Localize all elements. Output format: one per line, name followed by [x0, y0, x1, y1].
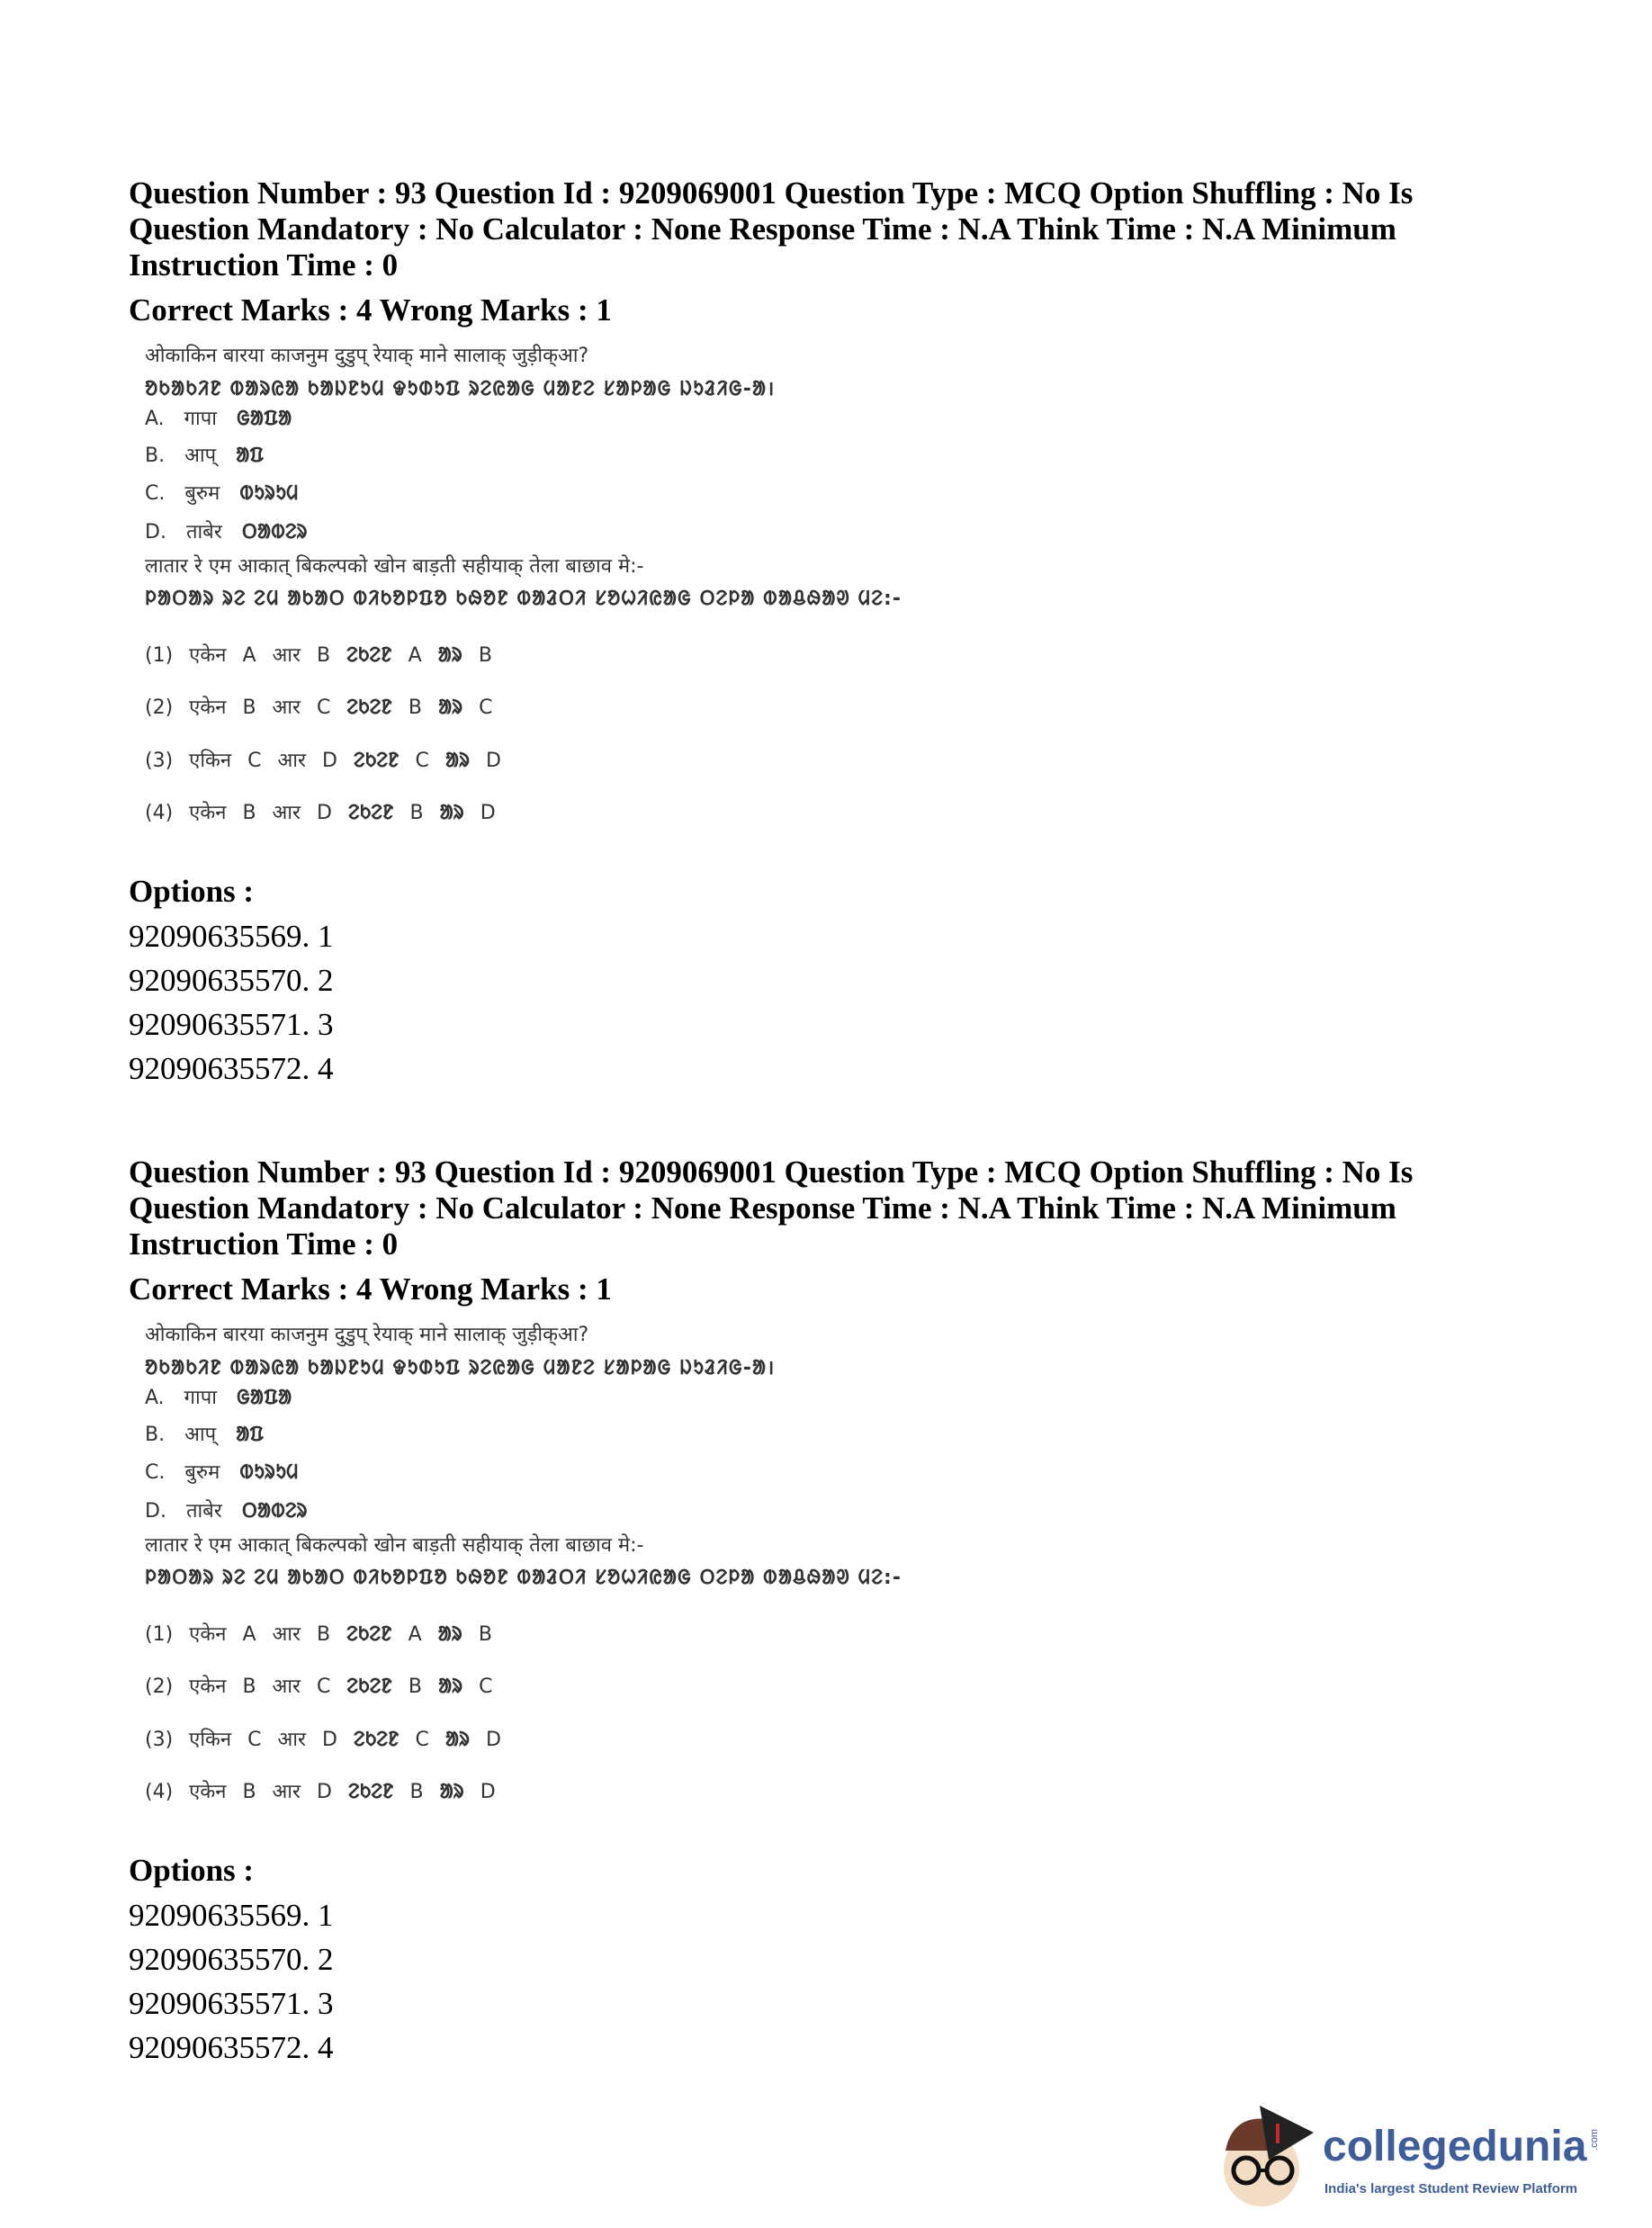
option-4: 92090635572. 4	[129, 1051, 334, 1086]
choice-token: ᱟᱨ	[444, 1729, 470, 1751]
options-label: Options :	[129, 874, 255, 909]
choice-token: (2)	[145, 1675, 174, 1698]
choice-token: एकेन	[189, 644, 227, 667]
header-line: Instruction Time : 0	[129, 247, 399, 283]
item-devanagari: ताबेर	[185, 521, 222, 544]
choice-token: (3)	[145, 1729, 174, 1751]
question-header	[129, 175, 1568, 283]
choice-token: ᱟᱨ	[438, 696, 463, 719]
choice-1	[145, 641, 508, 668]
choice-token: B	[408, 696, 422, 719]
choice-token: ᱟᱨ	[439, 1781, 464, 1803]
choice-token: ᱟᱨ	[439, 802, 464, 824]
choice-token: ᱟᱨ	[437, 644, 462, 667]
choice-token: B	[242, 1675, 256, 1698]
choice-token: आर	[272, 1781, 301, 1803]
options-label: Options :	[129, 1853, 255, 1888]
item-devanagari: आप्	[184, 445, 217, 467]
option-3: 92090635571. 3	[129, 1986, 334, 2021]
item-olchiki: ᱟᱯ	[236, 445, 265, 467]
choice-token: D	[486, 750, 501, 772]
choice-token: ᱮᱠᱮᱱ	[347, 1781, 394, 1803]
option-3: 92090635571. 3	[129, 1007, 334, 1042]
choice-token: एकेन	[189, 1623, 227, 1646]
header-line: Question Number : 93 Question Id : 9209069001 Question Type : MCQ Option Shuffling : No Is	[129, 175, 1414, 211]
choice-token: (3)	[145, 750, 174, 772]
logo-brand-row	[1323, 2122, 1600, 2172]
question-image	[145, 1315, 902, 1819]
option-2: 92090635570. 2	[129, 1942, 334, 1977]
choice-token: (1)	[145, 644, 174, 667]
question-devanagari: ओकाकिन बारया काजनुम दुडुप् रेयाक् माने सालाक् जुड़ीक्आ?	[145, 1324, 589, 1346]
choice-token: ᱟᱨ	[438, 1675, 463, 1698]
choice-token: C	[247, 750, 262, 772]
item-devanagari: ताबेर	[185, 1500, 222, 1523]
item-key: D.	[145, 521, 166, 544]
option-1: 92090635569. 1	[129, 919, 334, 954]
choice-token: ᱟᱨ	[437, 1623, 462, 1646]
choice-token: A	[408, 1623, 422, 1646]
choice-token: आर	[277, 750, 307, 772]
choice-token: एकेन	[189, 696, 227, 719]
item-olchiki: ᱜᱟᱯᱟ	[236, 408, 292, 430]
item-a	[145, 1383, 292, 1410]
item-devanagari: गापा	[184, 1387, 217, 1409]
choice-token: आर	[272, 1675, 301, 1698]
item-devanagari: गापा	[184, 408, 217, 430]
marks-line: Correct Marks : 4 Wrong Marks : 1	[129, 1271, 612, 1307]
item-b	[145, 441, 264, 468]
item-d	[145, 1496, 308, 1523]
item-key: B.	[145, 1424, 166, 1446]
choice-2	[145, 693, 509, 720]
choice-token: (2)	[145, 696, 174, 719]
choice-token: ᱮᱠᱮᱱ	[346, 696, 392, 719]
choice-token: C	[317, 1675, 331, 1698]
mascot-icon	[1215, 2097, 1318, 2218]
item-olchiki: ᱵᱩᱨᱩᱢ	[239, 1461, 299, 1484]
item-d	[145, 517, 308, 544]
header-line: Question Number : 93 Question Id : 9209069001 Question Type : MCQ Option Shuffling : No Is	[129, 1154, 1414, 1190]
question-block	[129, 175, 1568, 1086]
choice-token: ᱮᱠᱮᱱ	[353, 1729, 400, 1751]
choice-token: आर	[272, 644, 301, 667]
choice-token: A	[242, 644, 256, 667]
choice-token: (1)	[145, 1623, 174, 1646]
header-line: Question Mandatory : No Calculator : None Response Time : N.A Think Time : N.A Minimum	[129, 211, 1396, 247]
item-a	[145, 404, 292, 431]
choice-token: D	[317, 802, 332, 824]
question-olchiki: ᱚᱠᱟᱠᱤᱱ ᱵᱟᱨᱭᱟ ᱠᱟᱡᱱᱩᱢ ᱫᱩᱰᱩᱯ ᱨᱮᱭᱟᱜ ᱢᱟᱱᱮ ᱥᱟᱞᱟᱜ ᱡᱩᱲᱤᱜ-ᱟ।	[145, 1357, 776, 1379]
marks-line: Correct Marks : 4 Wrong Marks : 1	[129, 292, 612, 328]
choice-token: B	[242, 802, 256, 824]
question-image	[145, 336, 902, 840]
item-key: A.	[145, 408, 165, 430]
item-devanagari: बुरुम	[184, 482, 220, 505]
question-devanagari: ओकाकिन बारया काजनुम दुडुप् रेयाक् माने सालाक् जुड़ीक्आ?	[145, 345, 589, 367]
choice-token: (4)	[145, 1781, 174, 1803]
question-olchiki: ᱚᱠᱟᱠᱤᱱ ᱵᱟᱨᱭᱟ ᱠᱟᱡᱱᱩᱢ ᱫᱩᱰᱩᱯ ᱨᱮᱭᱟᱜ ᱢᱟᱱᱮ ᱥᱟᱞᱟᱜ ᱡᱩᱲᱤᱜ-ᱟ।	[145, 378, 776, 400]
question-block	[129, 1154, 1568, 2065]
choice-token: (4)	[145, 802, 174, 824]
choice-token: ᱮᱠᱮᱱ	[346, 1675, 392, 1698]
choice-token: B	[478, 644, 492, 667]
choice-token: आर	[272, 1623, 301, 1646]
choice-token: ᱮᱠᱮᱱ	[353, 750, 400, 772]
choice-token: B	[317, 644, 331, 667]
choice-token: B	[408, 1675, 422, 1698]
choice-token: C	[317, 696, 331, 719]
choice-token: एकिन	[189, 750, 232, 772]
choice-token: B	[478, 1623, 492, 1646]
header-line: Instruction Time : 0	[129, 1226, 399, 1262]
item-b	[145, 1420, 264, 1447]
choice-token: ᱮᱠᱮᱱ	[346, 644, 392, 667]
item-c	[145, 479, 299, 506]
choice-token: ᱮᱠᱮᱱ	[347, 802, 394, 824]
choice-token: B	[409, 802, 424, 824]
choice-token: आर	[277, 1729, 307, 1751]
choice-token: A	[408, 644, 422, 667]
choice-1	[145, 1620, 508, 1647]
item-devanagari: बुरुम	[184, 1461, 220, 1484]
choice-token: D	[486, 1729, 501, 1751]
choice-token: C	[415, 750, 429, 772]
choice-token: B	[242, 1781, 256, 1803]
choice-token: C	[479, 696, 493, 719]
item-key: C.	[145, 482, 166, 505]
choice-token: D	[317, 1781, 332, 1803]
option-2: 92090635570. 2	[129, 963, 334, 998]
question-header	[129, 1154, 1568, 1262]
item-olchiki: ᱜᱟᱯᱟ	[236, 1387, 292, 1409]
choice-token: आर	[272, 802, 301, 824]
item-key: D.	[145, 1500, 166, 1523]
instruction-devanagari: लातार रे एम आकात् बिकल्पको खोन बाड़ती सहीयाक् तेला बाछाव मे:-	[145, 555, 644, 578]
header-line: Question Mandatory : No Calculator : None Response Time : N.A Think Time : N.A Minimum	[129, 1190, 1396, 1226]
choice-token: C	[247, 1729, 262, 1751]
choice-token: एकेन	[189, 1781, 227, 1803]
item-devanagari: आप्	[184, 1424, 217, 1446]
option-1: 92090635569. 1	[129, 1898, 334, 1933]
choice-3	[145, 746, 517, 773]
choice-token: D	[480, 1781, 496, 1803]
choice-token: C	[479, 1675, 493, 1698]
choice-token: एकेन	[189, 1675, 227, 1698]
choice-token: B	[317, 1623, 331, 1646]
choice-3	[145, 1725, 517, 1752]
choice-token: D	[322, 750, 337, 772]
choice-token: आर	[272, 696, 301, 719]
item-c	[145, 1458, 299, 1485]
choice-token: C	[415, 1729, 429, 1751]
logo-brand: collegedunia	[1323, 2123, 1587, 2170]
choice-token: ᱟᱨ	[444, 750, 470, 772]
choice-4	[145, 798, 512, 825]
item-olchiki: ᱵᱩᱨᱩᱢ	[239, 482, 299, 505]
choice-2	[145, 1672, 509, 1699]
item-olchiki: ᱛᱟᱵᱮᱨ	[241, 521, 308, 544]
option-4: 92090635572. 4	[129, 2030, 334, 2065]
choice-token: ᱮᱠᱮᱱ	[346, 1623, 392, 1646]
item-olchiki: ᱟᱯ	[236, 1424, 265, 1446]
choice-token: B	[242, 696, 256, 719]
instruction-devanagari: लातार रे एम आकात् बिकल्पको खोन बाड़ती सहीयाक् तेला बाछाव मे:-	[145, 1534, 644, 1557]
choice-token: D	[322, 1729, 337, 1751]
choice-token: A	[242, 1623, 256, 1646]
logo-com: .com	[1589, 2129, 1601, 2151]
choice-token: एकेन	[189, 802, 227, 824]
choice-4	[145, 1777, 512, 1804]
item-key: B.	[145, 445, 166, 467]
instruction-olchiki: ᱞᱟᱛᱟᱨ ᱨᱮ ᱮᱢ ᱟᱠᱟᱛ ᱵᱤᱠᱚᱞᱯᱚ ᱠᱷᱚᱱ ᱵᱟᱲᱛᱤ ᱥᱚᱦᱤᱭᱟᱜ ᱛᱮᱞᱟ ᱵᱟᱪᱷᱟᱣ ᱢᱮ:-	[145, 588, 902, 610]
choice-token: B	[409, 1781, 424, 1803]
item-olchiki: ᱛᱟᱵᱮᱨ	[241, 1500, 308, 1523]
instruction-olchiki: ᱞᱟᱛᱟᱨ ᱨᱮ ᱮᱢ ᱟᱠᱟᱛ ᱵᱤᱠᱚᱞᱯᱚ ᱠᱷᱚᱱ ᱵᱟᱲᱛᱤ ᱥᱚᱦᱤᱭᱟᱜ ᱛᱮᱞᱟ ᱵᱟᱪᱷᱟᱣ ᱢᱮ:-	[145, 1567, 902, 1589]
item-key: A.	[145, 1387, 165, 1409]
choice-token: D	[480, 802, 496, 824]
collegedunia-logo	[1215, 2097, 1647, 2223]
logo-tagline: India's largest Student Review Platform	[1324, 2181, 1578, 2197]
item-key: C.	[145, 1461, 166, 1484]
choice-token: एकिन	[189, 1729, 232, 1751]
